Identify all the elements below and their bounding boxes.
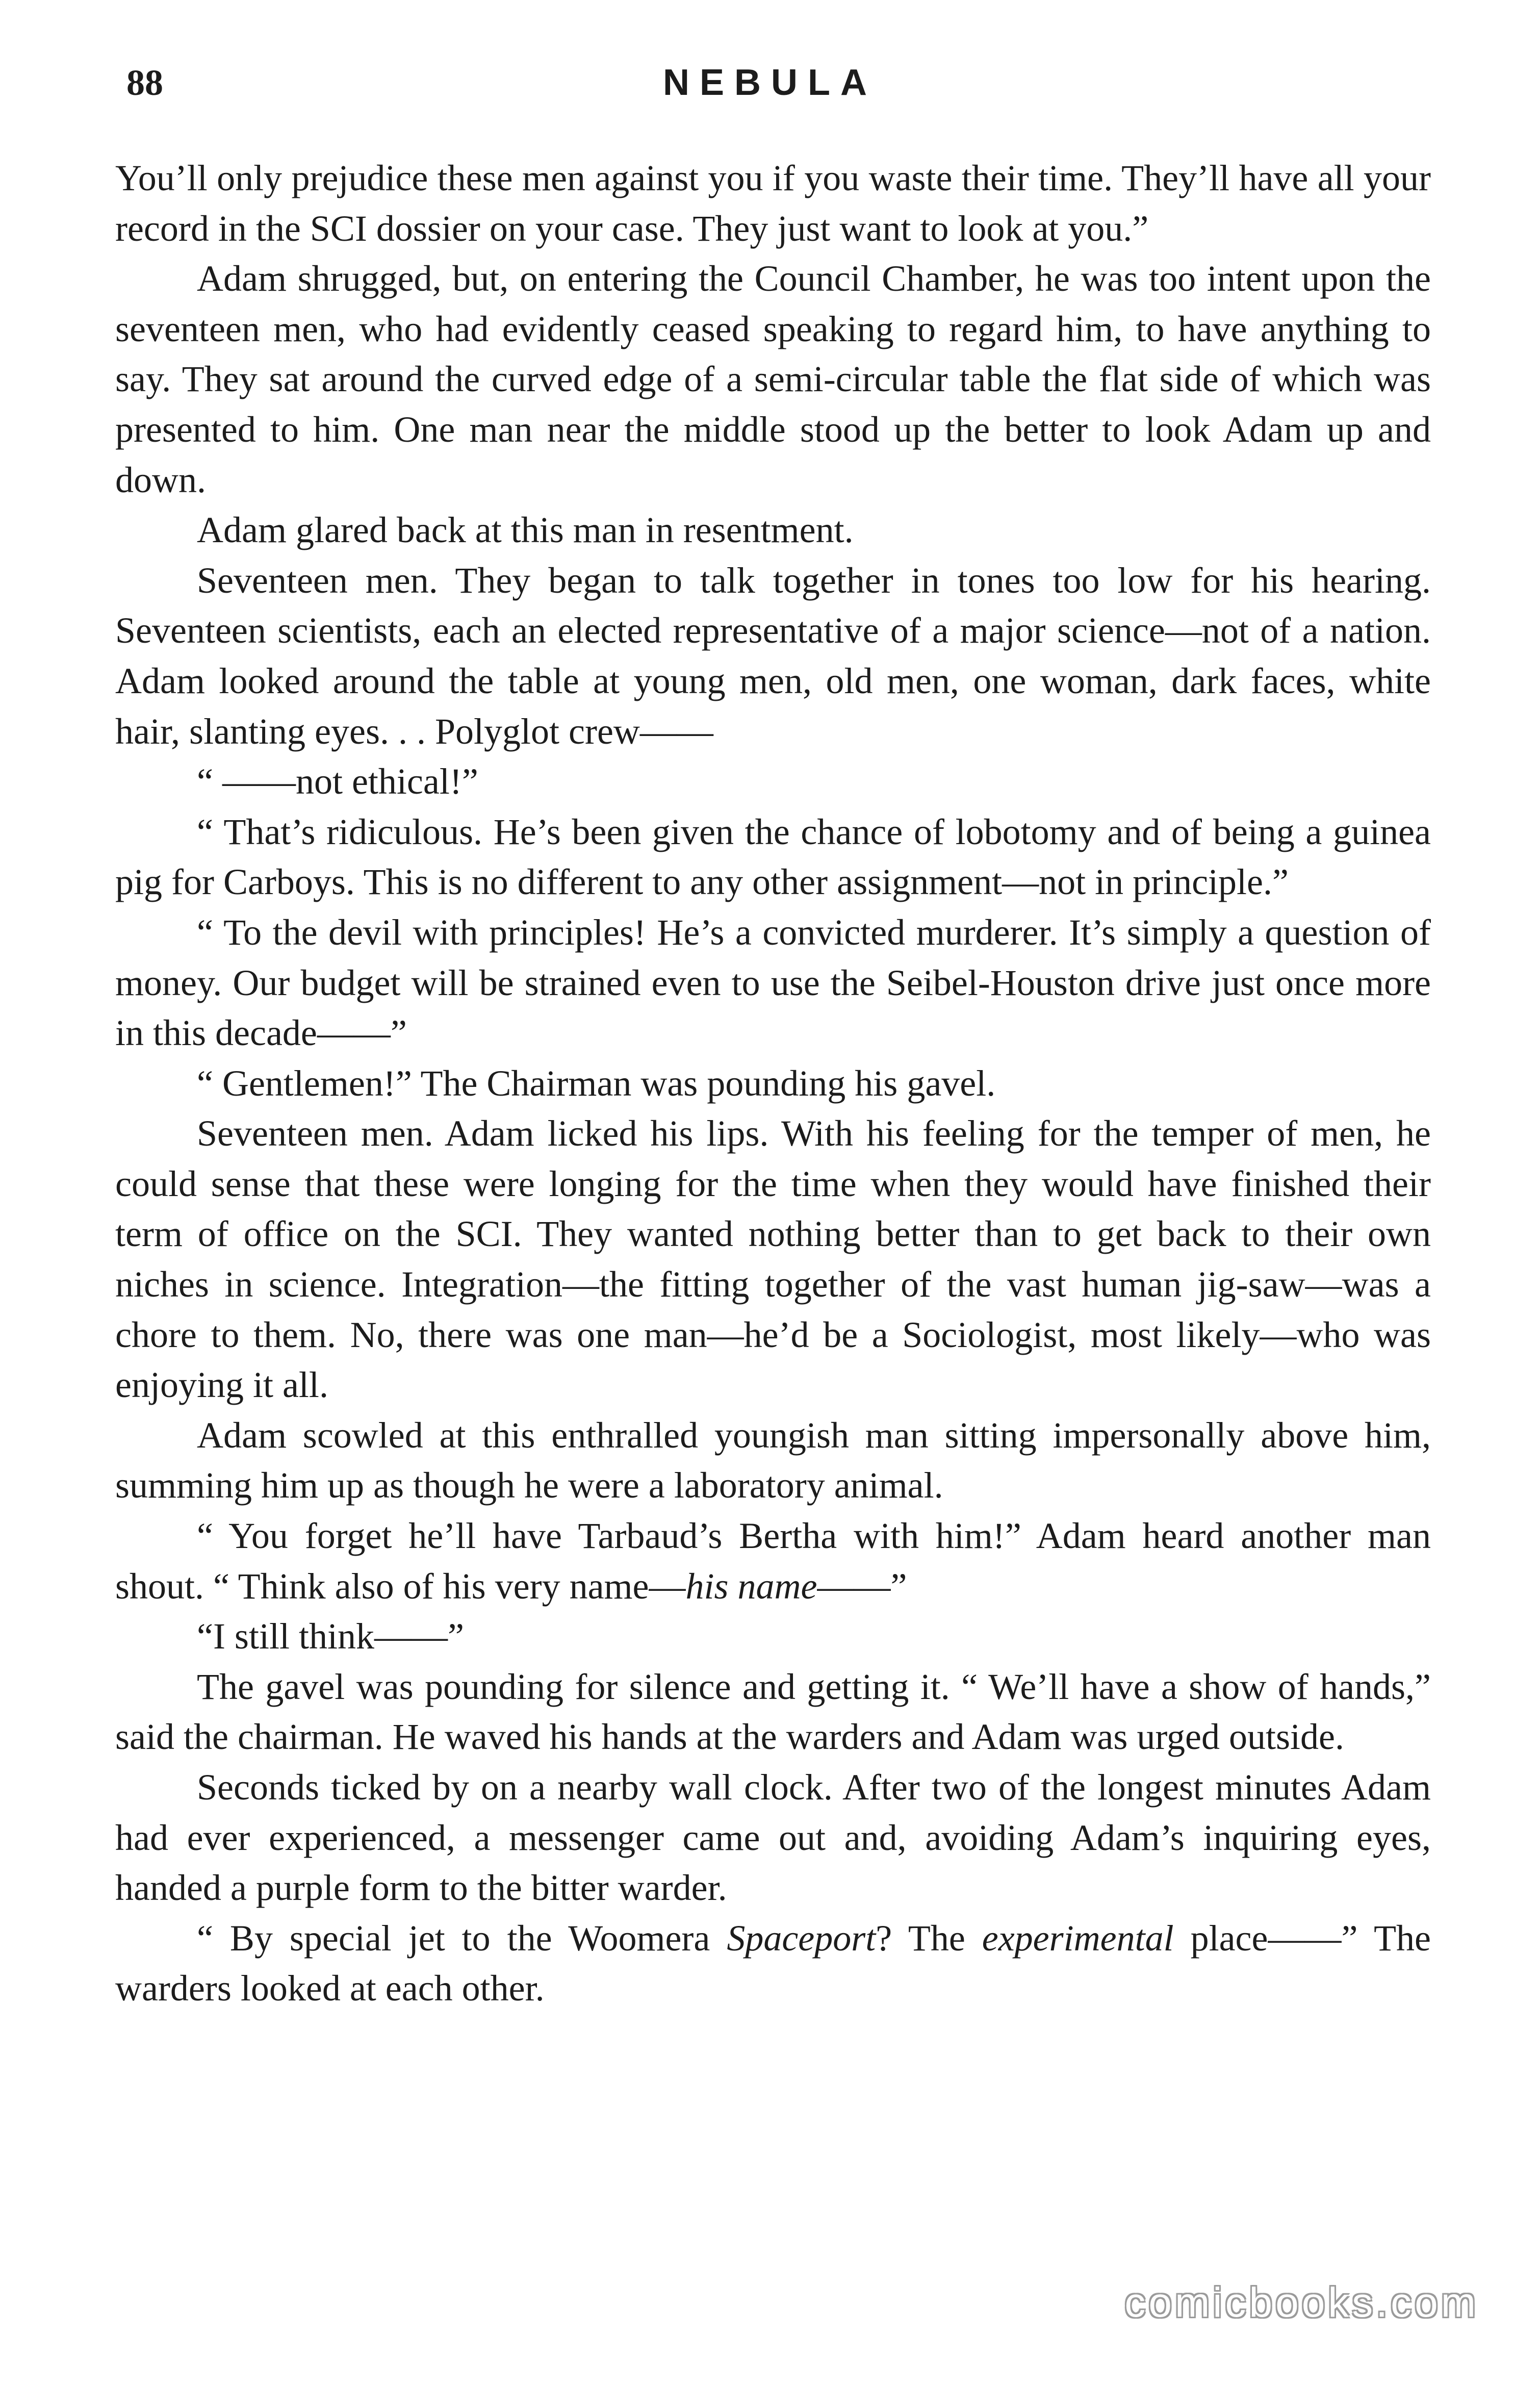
paragraph-bertha (115, 1511, 1431, 1611)
paragraph-jet (115, 1913, 1431, 2014)
text-run: ——” (817, 1565, 907, 1607)
text-run: “ By special jet to the Woomera (197, 1917, 727, 1959)
paragraph: Adam glared back at this man in resentment. (197, 510, 854, 551)
running-title: NEBULA (663, 62, 877, 103)
italic-run: Spaceport (727, 1917, 876, 1959)
paragraph: Seconds ticked by on a nearby wall clock. After two of the longest minutes Adam had ever experienced, a messenger came out and, avoiding Adam’s inquiring eyes, handed a purple form to the bitter warder. (115, 1767, 1431, 1909)
italic-run: his name (685, 1565, 817, 1607)
paragraph: The gavel was pounding for silence and getting it. “ We’ll have a show of hands,” said the chairman. He waved his hands at the warders and Adam was urged outside. (115, 1666, 1431, 1758)
paragraph: You’ll only prejudice these men against you if you waste their time. They’ll have all your record in the SCI dossier on your case. They just want to look at you.” (115, 158, 1431, 249)
paragraph: Seventeen men. Adam licked his lips. With his feeling for the temper of men, he could sense that these were longing for the time when they would have finished their term of office on the SCI. They wanted nothing better than to get back to their own niches in science. Integration—the fitting together of the vast human jig-saw—was a chore to them. No, there was one man—he’d be a Sociologist, most likely—who was enjoying it all. (115, 1113, 1431, 1406)
paragraph: “ Gentlemen!” The Chairman was pounding his gavel. (197, 1062, 996, 1104)
paragraph: “I still think——” (197, 1616, 464, 1657)
paragraph: Adam scowled at this enthralled youngish man sitting impersonally above him, summing him up as though he were a laboratory animal. (115, 1414, 1431, 1506)
text-run: “ You forget he’ll have Tarbaud’s Bertha with him!” Adam heard another man shout. “ Think also of his very name— (115, 1515, 1431, 1607)
text-run: ? The (876, 1917, 982, 1959)
italic-run: experimental (982, 1917, 1174, 1959)
watermark: comicbooks.com (1124, 2279, 1479, 2326)
paragraph: Seventeen men. They began to talk together in tones too low for his hearing. Seventeen scientists, each an elected representative of a major science—not of a nation. Adam looked around the table at young men, old men, one woman, dark faces, white hair, slanting eyes. . . Polyglot crew—— (115, 560, 1431, 752)
story-text (115, 153, 1431, 2014)
text-run: place——” The warders looked at each other. (115, 1917, 1431, 2009)
paragraph: Adam shrugged, but, on entering the Council Chamber, he was too intent upon the seventeen men, who had evidently ceased speaking to regard him, to have anything to say. They sat around the curved edge of a semi-circular table the flat side of which was presented to him. One man near the middle stood up the better to look Adam up and down. (115, 258, 1431, 500)
paragraph: “ To the devil with principles! He’s a convicted murderer. It’s simply a question of money. Our budget will be strained even to use the Seibel-Houston drive just once more in this decade——” (115, 911, 1431, 1054)
page-number: 88 (126, 62, 163, 103)
paragraph: “ That’s ridiculous. He’s been given the chance of lobotomy and of being a guinea pig for Carboys. This is no different to any other assignment—not in principle.” (115, 811, 1431, 903)
paragraph: “ ——not ethical!” (197, 761, 478, 802)
